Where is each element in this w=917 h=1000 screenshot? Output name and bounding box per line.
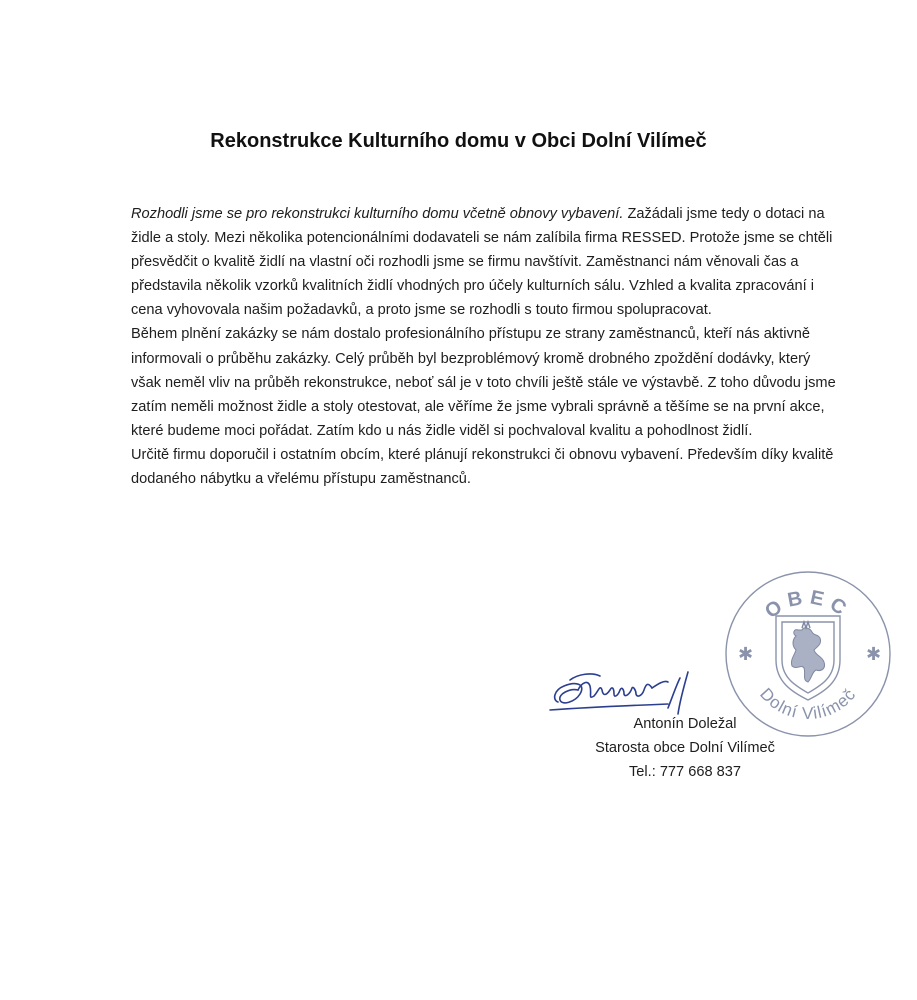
- signature-block: [560, 712, 810, 784]
- paragraph-1-italic-lead: Rozhodli jsme se pro rekonstrukci kulturního domu včetně obnovy vybavení.: [131, 206, 624, 222]
- stamp-star-left-icon: ✱: [738, 644, 754, 665]
- signatory-name: Antonín Doležal: [633, 716, 737, 732]
- handwritten-signature: [548, 660, 723, 720]
- stamp-bottom-text: Dolní Vilímeč: [756, 684, 860, 724]
- stamp-top-text: OBEC: [761, 586, 855, 624]
- signatory-position: Starosta obce Dolní Vilímeč: [595, 740, 775, 756]
- document-title: Rekonstrukce Kulturního domu v Obci Dolní Vilímeč: [210, 130, 707, 152]
- letter-body: [131, 202, 841, 491]
- paragraph-2: Během plnění zakázky se nám dostalo profesionálního přístupu ze strany zaměstnanců, kteří nás aktivně informovali o průběhu zakázky. Celý průběh byl bezproblémový kromě drobného zpoždění dodávky, který však neměl vliv na průběh rekonstrukce, neboť sál je v toto chvíli ještě stále ve výstavbě. Z toho důvodu jsme zatím neměli možnost židle a stoly otestovat, ale věříme že jsme vybrali správně a těšíme se na první akce, které budeme moci pořádat. Zatím kdo u nás židle viděl si pochvaloval kvalitu a pohodlnost židlí.: [131, 326, 836, 439]
- signatory-phone: Tel.: 777 668 837: [629, 764, 741, 780]
- stamp-star-right-icon: ✱: [866, 644, 882, 665]
- paragraph-1-text: Zažádali jsme tedy o dotaci na židle a stoly. Mezi několika potencionálními dodavateli se nám zalíbila firma RESSED. Protože jsme se chtěli přesvědčit o kvalitě židlí na vlastní oči rozhodli jsme se firmu navštívit. Zaměstnanci nám věnovali čas a představila několik vzorků kvalitních židlí vhodných pro účely kulturních sálu. Vzhled a kvalita zpracování i cena vyhovovala našim požadavků, a proto jsme se rozhodli s touto firmou spolupracovat.: [131, 206, 833, 319]
- paragraph-1: [131, 202, 841, 322]
- coat-of-arms-icon: [776, 616, 840, 700]
- paragraph-3: Určitě firmu doporučil i ostatním obcím, které plánují rekonstrukci či obnovu vybavení. Především díky kvalitě dodaného nábytku a vřelému přístupu zaměstnanců.: [131, 446, 834, 488]
